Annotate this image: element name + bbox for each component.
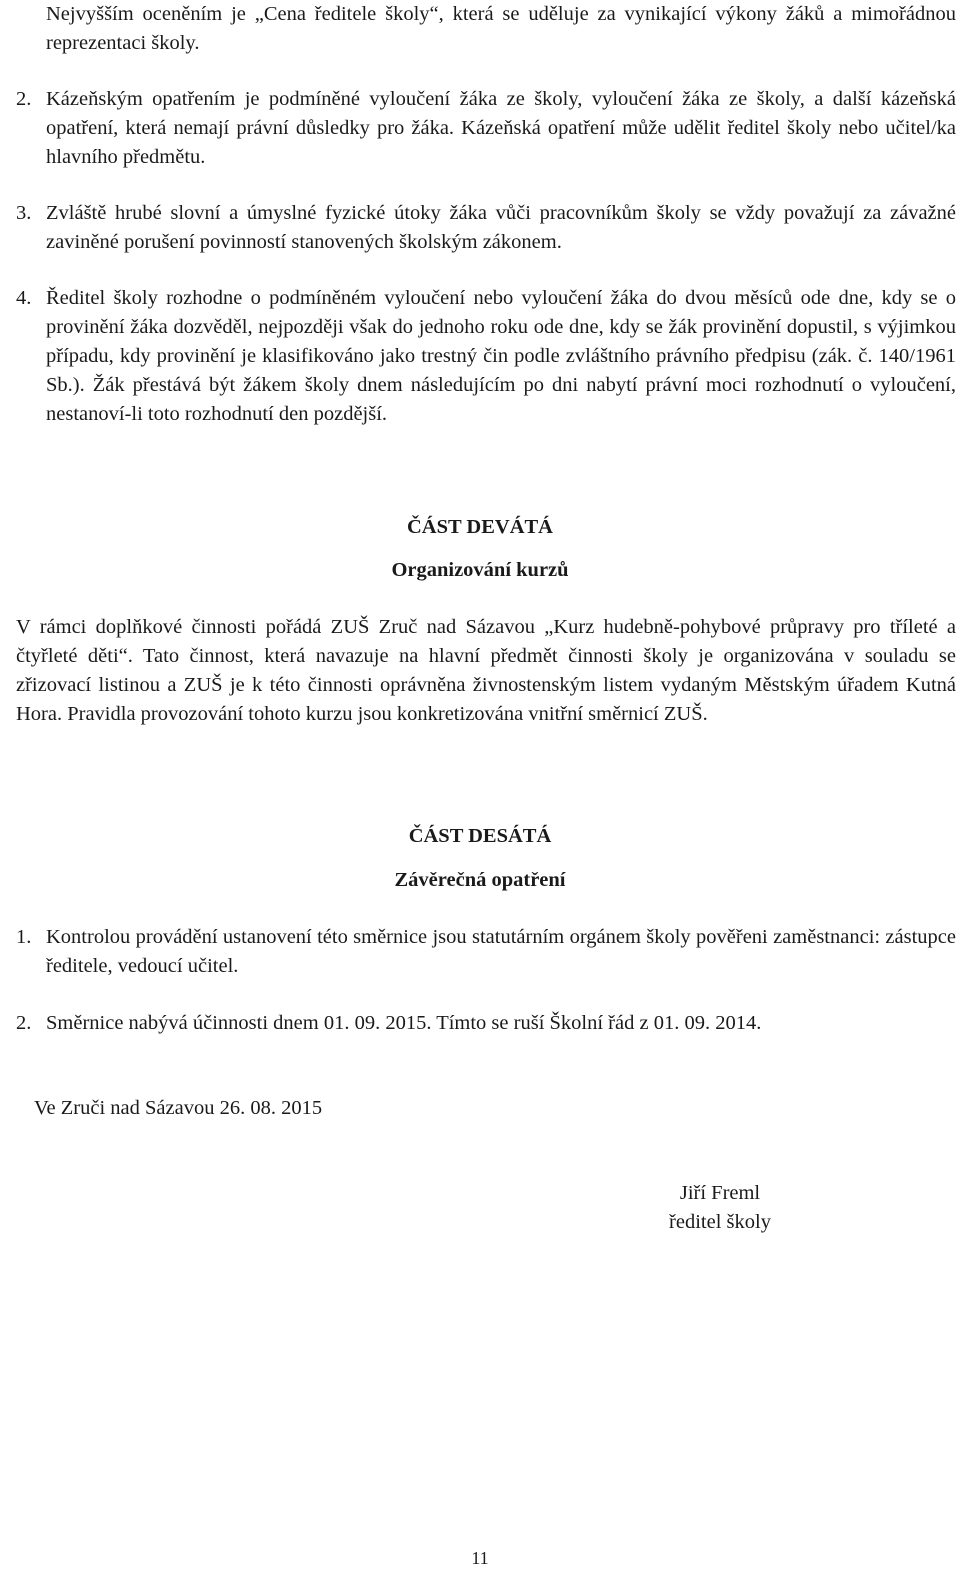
list-item: [16, 85, 956, 172]
list-item-text: Směrnice nabývá účinnosti dnem 01. 09. 2015. Tímto se ruší Školní řád z 01. 09. 2014.: [46, 1012, 762, 1034]
list-item-number: 2.: [16, 1012, 32, 1034]
list-item: [16, 199, 956, 257]
list-item-text: Zvláště hrubé slovní a úmyslné fyzické útoky žáka vůči pracovníkům školy se vždy považují za závažné zaviněné porušení povinností stanovených školským zákonem.: [46, 202, 956, 253]
signature-title: ředitel školy: [669, 1211, 771, 1233]
list-item: [16, 284, 956, 429]
place-date: Ve Zruči nad Sázavou 26. 08. 2015: [34, 1097, 323, 1119]
list-item: [16, 923, 956, 981]
list-item-text: Kázeňským opatřením je podmíněné vyloučení žáka ze školy, vyloučení žáka ze školy, a další kázeňská opatření, která nemají právní důsledky pro žáka. Kázeňská opatření může udělit ředitel školy nebo učitel/ka hlavního předmětu.: [46, 88, 956, 168]
part9-subheading: Organizování kurzů: [391, 559, 569, 581]
signature-name: Jiří Freml: [679, 1182, 761, 1204]
list-item-text: Kontrolou provádění ustanovení této směrnice jsou statutárním orgánem školy pověřeni zaměstnanci: zástupce ředitele, vedoucí učitel.: [46, 926, 956, 977]
part10-heading: ČÁST DESÁTÁ: [408, 825, 552, 847]
intro-paragraph: Nejvyšším oceněním je „Cena ředitele školy“, která se uděluje za vynikající výkony žáků a mimořádnou reprezentaci školy.: [46, 3, 956, 54]
list-item-number: 4.: [16, 287, 32, 309]
list-item: [16, 1009, 956, 1038]
part10-subheading: Závěrečná opatření: [394, 869, 566, 891]
list-item-text: Ředitel školy rozhodne o podmíněném vyloučení nebo vyloučení žáka do dvou měsíců ode dne, kdy se o provinění žáka dozvěděl, nejpozději však do jednoho roku ode dne, kdy se žák provinění dopustil, s výjimkou případu, kdy provinění je klasifikováno jako trestný čin podle zvláštního právního předpisu (zák. č. 140/1961 Sb.). Žák přestává být žákem školy dnem následujícím po dni nabytí právní moci rozhodnutí o vyloučení, nestanoví-li toto rozhodnutí den pozdější.: [46, 287, 956, 425]
list-item-number: 2.: [16, 88, 32, 110]
list-item-number: 3.: [16, 202, 32, 224]
page-number: 11: [471, 1548, 489, 1568]
part9-heading: ČÁST DEVÁTÁ: [406, 516, 553, 538]
part9-paragraph: V rámci doplňkové činnosti pořádá ZUŠ Zruč nad Sázavou „Kurz hudebně-pohybové průpravy pro tříleté a čtyřleté děti“. Tato činnost, která navazuje na hlavní předmět činnosti školy je organizována v souladu se zřizovací listinou a ZUŠ je k této činnosti oprávněna živnostenským listem vydaným Městským úřadem Kutná Hora. Pravidla provozování tohoto kurzu jsou konkretizována vnitřní směrnicí ZUŠ.: [16, 616, 956, 725]
list-item-number: 1.: [16, 926, 32, 948]
